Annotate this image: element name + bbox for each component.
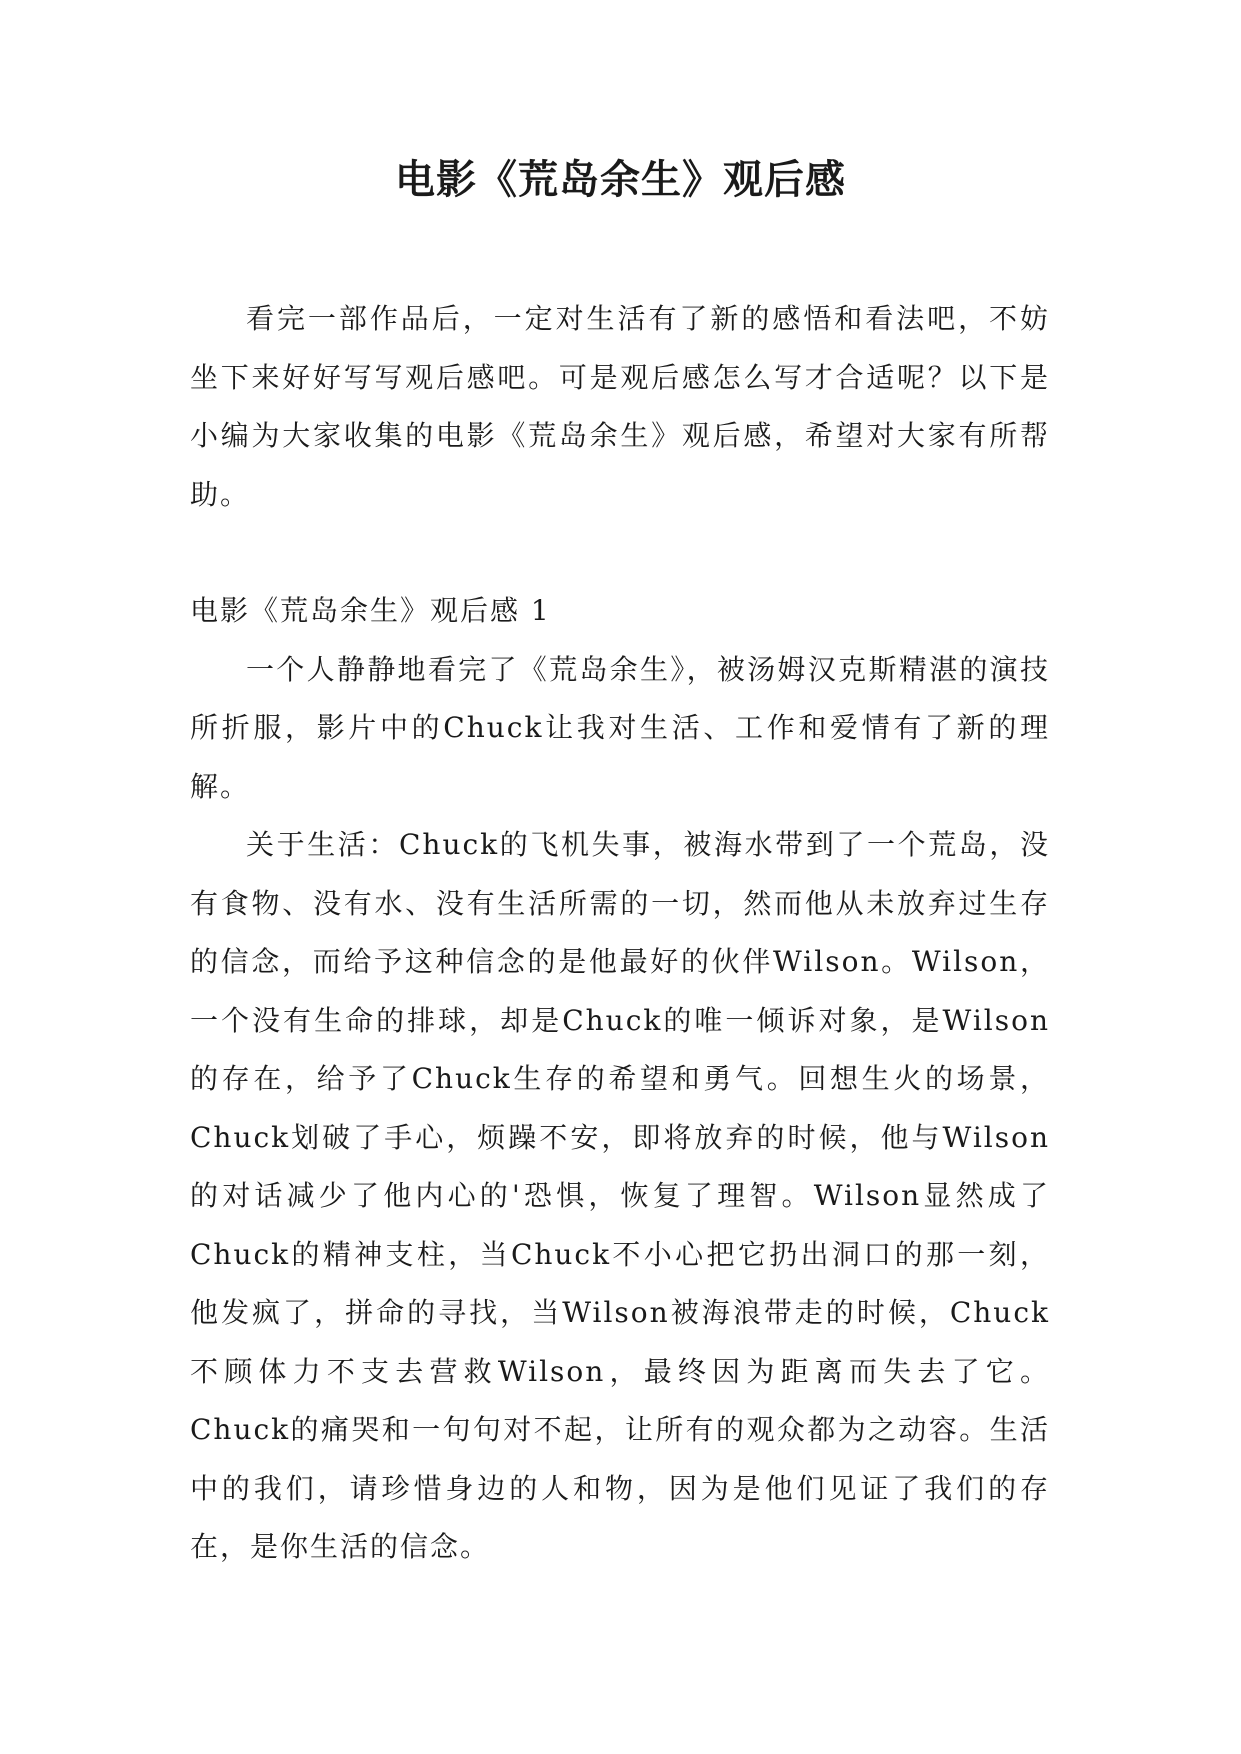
intro-paragraph: 看完一部作品后，一定对生活有了新的感悟和看法吧，不妨坐下来好好写写观后感吧。可是观后感怎么写才合适呢？以下是小编为大家收集的电影《荒岛余生》观后感，希望对大家有所帮助。 — [190, 302, 1050, 511]
section-heading: 电影《荒岛余生》观后感 1 — [190, 594, 551, 627]
body-paragraph: 关于生活：Chuck的飞机失事，被海水带到了一个荒岛，没有食物、没有水、没有生活所需的一切，然而他从未放弃过生存的信念，而给予这种信念的是他最好的伙伴Wilson。Wilson，一个没有生命的排球，却是Chuck的唯一倾诉对象，是Wilson的存在，给予了Chuck生存的希望和勇气。回想生火的场景，Chuck划破了手心，烦躁不安，即将放弃的时候，他与Wilson的对话减少了他内心的'恐惧，恢复了理智。Wilson显然成了Chuck的精神支柱，当Chuck不小心把它扔出洞口的那一刻，他发疯了，拼命的寻找，当Wilson被海浪带走的时候，Chuck不顾体力不支去营救Wilson，最终因为距离而失去了它。Chuck的痛哭和一句句对不起，让所有的观众都为之动容。生活中的我们，请珍惜身边的人和物，因为是他们见证了我们的存在，是你生活的信念。 — [190, 828, 1050, 1563]
body-paragraph: 一个人静静地看完了《荒岛余生》，被汤姆汉克斯精湛的演技所折服，影片中的Chuck让我对生活、工作和爱情有了新的理解。 — [190, 652, 1050, 803]
document-title: 电影《荒岛余生》观后感 — [395, 157, 846, 203]
document-body — [190, 290, 1050, 1577]
